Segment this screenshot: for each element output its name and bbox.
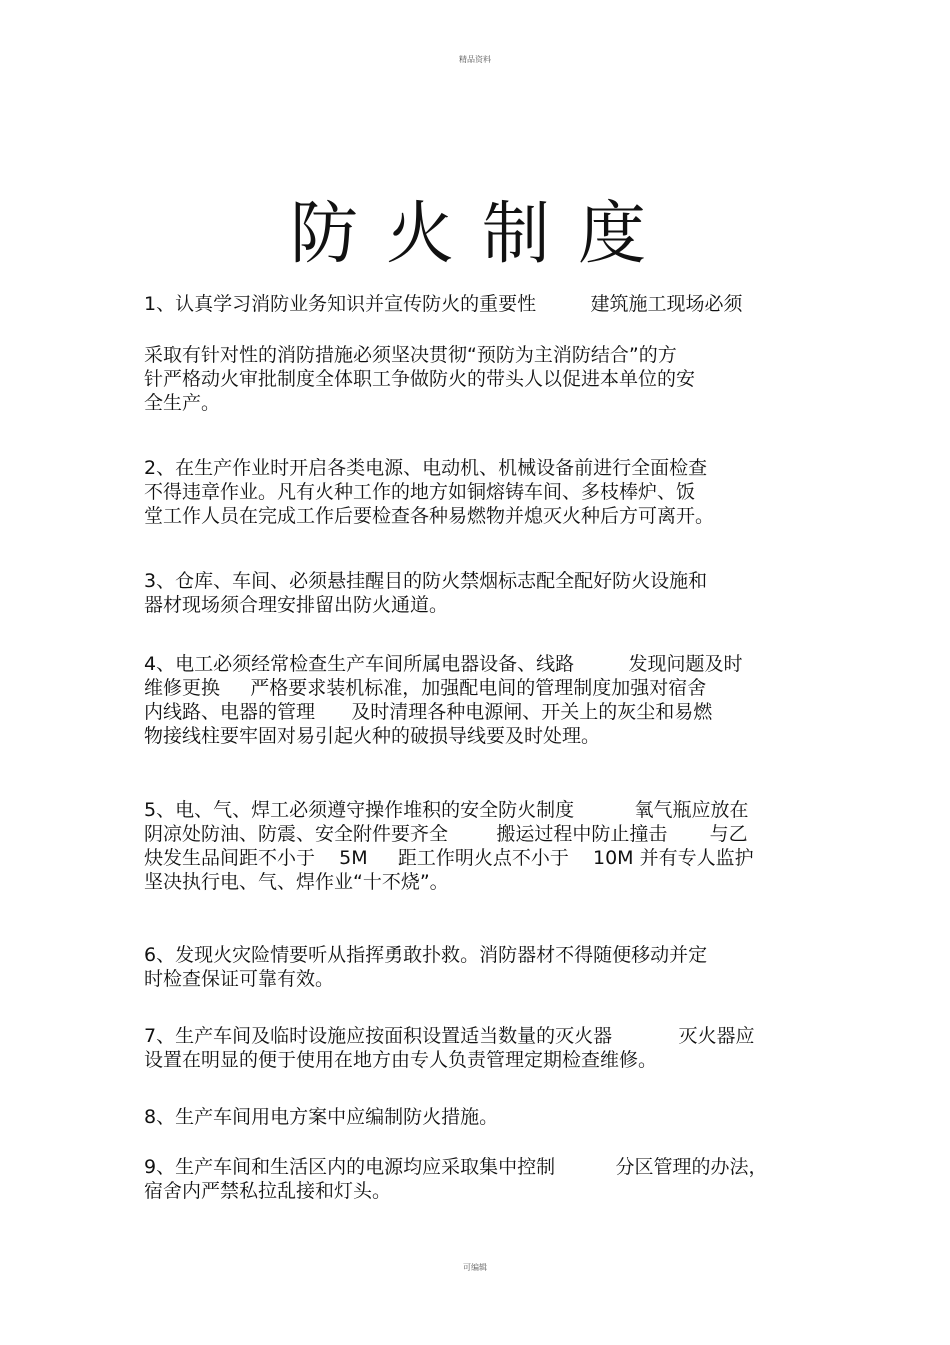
paragraph-7 — [144, 1024, 834, 1072]
page-footer: 可编辑 — [463, 1263, 487, 1272]
text-line: 坚决执行电、气、焊作业“十不烧”。 — [144, 871, 449, 893]
text-line: 时检查保证可靠有效。 — [144, 968, 335, 990]
paragraph-1-continued — [144, 343, 834, 415]
paragraph-8 — [144, 1105, 834, 1129]
text-line: 针严格动火审批制度全体职工争做防火的带头人以促进本单位的安 — [144, 368, 696, 390]
text-line: 9、生产车间和生活区内的电源均应采取集中控制 分区管理的办法， — [144, 1156, 768, 1178]
text-line: 6、发现火灾险情要听从指挥勇敢扑救。消防器材不得随便移动并定 — [144, 944, 708, 966]
text-line: 1、认真学习消防业务知识并宣传防火的重要性 建筑施工现场必须 — [144, 293, 743, 315]
document-title: 防火制度 — [289, 195, 674, 274]
text-line: 7、生产车间及临时设施应按面积设置适当数量的灭火器 灭火器应 — [144, 1025, 755, 1047]
text-line: 采取有针对性的消防措施必须坚决贯彻“预防为主消防结合”的方 — [144, 344, 677, 366]
paragraph-4 — [144, 652, 834, 748]
text-line: 器材现场须合理安排留出防火通道。 — [144, 594, 449, 616]
text-line: 全生产。 — [144, 392, 221, 414]
text-line: 2、在生产作业时开启各类电源、电动机、机械设备前进行全面检查 — [144, 457, 708, 479]
text-line: 物接线柱要牢固对易引起火种的破损导线要及时处理。 — [144, 725, 601, 747]
paragraph-6 — [144, 943, 834, 991]
text-line: 宿舍内严禁私拉乱接和灯头。 — [144, 1180, 392, 1202]
text-line: 不得违章作业。凡有火种工作的地方如铜熔铸车间、多枝棒炉、饭 — [144, 481, 696, 503]
text-line: 炔发生品间距不小于 5M 距工作明火点不小于 10M 并有专人监护 — [144, 847, 754, 869]
text-line: 堂工作人员在完成工作后要检查各种易燃物并熄灭火种后方可离开。 — [144, 505, 715, 527]
text-line: 阴凉处防油、防震、安全附件要齐全 搬运过程中防止撞击 与乙 — [144, 823, 748, 845]
paragraph-3 — [144, 569, 834, 617]
text-line: 8、生产车间用电方案中应编制防火措施。 — [144, 1106, 499, 1128]
page-header: 精品资料 — [459, 55, 491, 64]
text-line: 内线路、电器的管理 及时清理各种电源闸、开关上的灰尘和易燃 — [144, 701, 713, 723]
text-line: 3、仓库、车间、必须悬挂醒目的防火禁烟标志配全配好防火设施和 — [144, 570, 708, 592]
text-line: 维修更换 严格要求装机标准，加强配电间的管理制度加强对宿舍 — [144, 677, 707, 699]
paragraph-1 — [144, 292, 834, 316]
paragraph-5 — [144, 798, 834, 894]
paragraph-9 — [144, 1155, 834, 1203]
paragraph-2 — [144, 456, 834, 528]
text-line: 5、电、气、焊工必须遵守操作堆积的安全防火制度 氧气瓶应放在 — [144, 799, 749, 821]
text-line: 设置在明显的便于使用在地方由专人负责管理定期检查维修。 — [144, 1049, 658, 1071]
text-line: 4、电工必须经常检查生产车间所属电器设备、线路 发现问题及时 — [144, 653, 743, 675]
